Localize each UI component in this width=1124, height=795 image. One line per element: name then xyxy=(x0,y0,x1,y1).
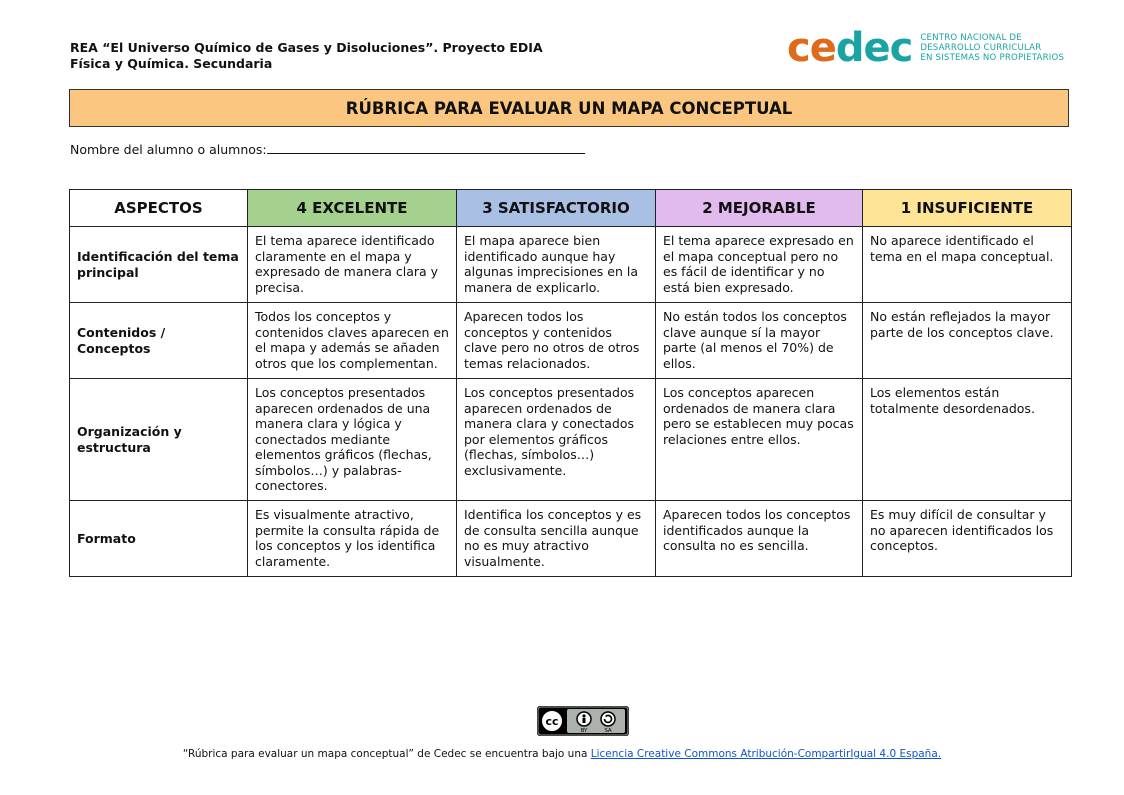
page-title: RÚBRICA PARA EVALUAR UN MAPA CONCEPTUAL xyxy=(69,89,1069,127)
column-header-mejorable: 2 MEJORABLE xyxy=(656,190,863,227)
column-header-excelente: 4 EXCELENTE xyxy=(248,190,457,227)
rubric-cell: Todos los conceptos y contenidos claves aparecen en el mapa y además se añaden otros que los complementan. xyxy=(248,303,457,379)
cedec-logo-word: cedec xyxy=(787,25,913,71)
column-header-insuficiente: 1 INSUFICIENTE xyxy=(863,190,1072,227)
rubric-cell: No están reflejados la mayor parte de los conceptos clave. xyxy=(863,303,1072,379)
aspect-cell: Contenidos / Conceptos xyxy=(70,303,248,379)
table-row xyxy=(70,227,1072,303)
aspect-cell: Organización y estructura xyxy=(70,379,248,501)
rubric-cell: No aparece identificado el tema en el mapa conceptual. xyxy=(863,227,1072,303)
rubric-cell: El mapa aparece bien identificado aunque hay algunas imprecisiones en la manera de explicarlo. xyxy=(457,227,656,303)
svg-text:BY: BY xyxy=(580,728,588,734)
license-footer xyxy=(0,748,1124,760)
student-name-line xyxy=(70,140,585,157)
svg-text:cc: cc xyxy=(545,715,559,728)
rubric-cell: El tema aparece identificado claramente en el mapa y expresado de manera clara y precisa. xyxy=(248,227,457,303)
column-header-satisfactorio: 3 SATISFACTORIO xyxy=(457,190,656,227)
student-name-blank xyxy=(267,140,585,154)
rubric-cell: Aparecen todos los conceptos y contenidos clave pero no otros de otros temas relacionados. xyxy=(457,303,656,379)
rubric-cell: Los conceptos presentados aparecen ordenados de manera clara y conectados por elementos gráficos (flechas, símbolos…) exclusivamente. xyxy=(457,379,656,501)
header-line-1: REA “El Universo Químico de Gases y Disoluciones”. Proyecto EDIA xyxy=(70,40,543,55)
license-text: “Rúbrica para evaluar un mapa conceptual” de Cedec se encuentra bajo una xyxy=(182,748,591,760)
aspect-cell: Formato xyxy=(70,501,248,577)
table-row xyxy=(70,379,1072,501)
student-name-label: Nombre del alumno o alumnos: xyxy=(70,142,267,157)
cedec-logo xyxy=(787,25,1065,71)
rubric-cell: Los conceptos aparecen ordenados de manera clara pero se establecen muy pocas relaciones entre ellos. xyxy=(656,379,863,501)
rubric-table xyxy=(69,189,1072,577)
table-row xyxy=(70,501,1072,577)
svg-text:SA: SA xyxy=(604,728,612,734)
rubric-cell: Aparecen todos los conceptos identificados aunque la consulta no es sencilla. xyxy=(656,501,863,577)
rubric-cell: Los conceptos presentados aparecen ordenados de una manera clara y lógica y conectados mediante elementos gráficos (flechas, símbolos…) y palabras-conectores. xyxy=(248,379,457,501)
rubric-cell: Los elementos están totalmente desordenados. xyxy=(863,379,1072,501)
rubric-header-row xyxy=(70,190,1072,227)
creative-commons-badge xyxy=(537,706,629,736)
cedec-logo-subtitle: CENTRO NACIONAL DE DESARROLLO CURRICULAR EN SISTEMAS NO PROPIETARIOS xyxy=(920,33,1065,63)
rubric-cell: Identifica los conceptos y es de consulta sencilla aunque no es muy atractivo visualmente. xyxy=(457,501,656,577)
rubric-cell: El tema aparece expresado en el mapa conceptual pero no es fácil de identificar y no está bien expresado. xyxy=(656,227,863,303)
rubric-cell: Es visualmente atractivo, permite la consulta rápida de los conceptos y los identifica claramente. xyxy=(248,501,457,577)
document-header xyxy=(70,40,543,72)
rubric-cell: Es muy difícil de consultar y no aparecen identificados los conceptos. xyxy=(863,501,1072,577)
table-row xyxy=(70,303,1072,379)
license-link[interactable]: Licencia Creative Commons Atribución-CompartirIgual 4.0 España. xyxy=(590,748,942,760)
rubric-cell: No están todos los conceptos clave aunque sí la mayor parte (al menos el 70%) de ellos. xyxy=(656,303,863,379)
aspect-cell: Identificación del tema principal xyxy=(70,227,248,303)
header-line-2: Física y Química. Secundaria xyxy=(70,56,273,71)
column-header-aspectos: ASPECTOS xyxy=(70,190,248,227)
cc-by-sa-icon xyxy=(537,706,629,736)
